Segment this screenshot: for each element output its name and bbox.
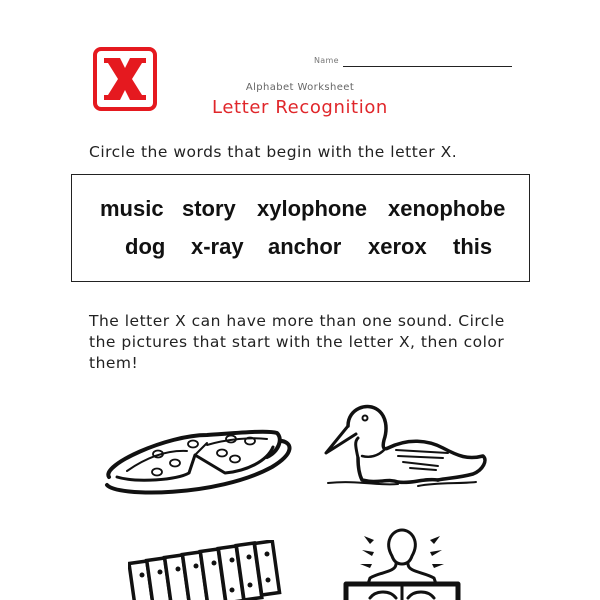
word-story[interactable]: story xyxy=(182,196,236,221)
word-anchor[interactable]: anchor xyxy=(268,234,342,259)
word-dog[interactable]: dog xyxy=(125,234,166,259)
instruction-circle-words: Circle the words that begin with the letter X. xyxy=(89,143,458,161)
page-title: Letter Recognition xyxy=(212,97,388,118)
instruction-circle-pictures: The letter X can have more than one sound. Circle the pictures that start with the letter X, then color them! xyxy=(89,312,505,372)
word-music[interactable]: music xyxy=(100,196,164,221)
x-ray-icon[interactable] xyxy=(340,528,470,600)
word-box xyxy=(71,174,530,282)
xylophone-icon[interactable] xyxy=(128,540,298,600)
worksheet-subtitle: Alphabet Worksheet xyxy=(245,82,355,93)
duck-icon[interactable] xyxy=(318,398,498,488)
letter-x-icon xyxy=(101,55,149,103)
word-this[interactable]: this xyxy=(453,234,493,259)
pizza-icon[interactable] xyxy=(97,405,297,500)
name-field-line[interactable] xyxy=(343,66,512,67)
word-xerox[interactable]: xerox xyxy=(368,234,427,259)
word-xenophobe[interactable]: xenophobe xyxy=(388,196,506,221)
word-x-ray[interactable]: x-ray xyxy=(191,234,244,259)
name-label: Name xyxy=(314,56,339,65)
word-xylophone[interactable]: xylophone xyxy=(257,196,368,221)
letter-x-badge xyxy=(93,47,157,111)
